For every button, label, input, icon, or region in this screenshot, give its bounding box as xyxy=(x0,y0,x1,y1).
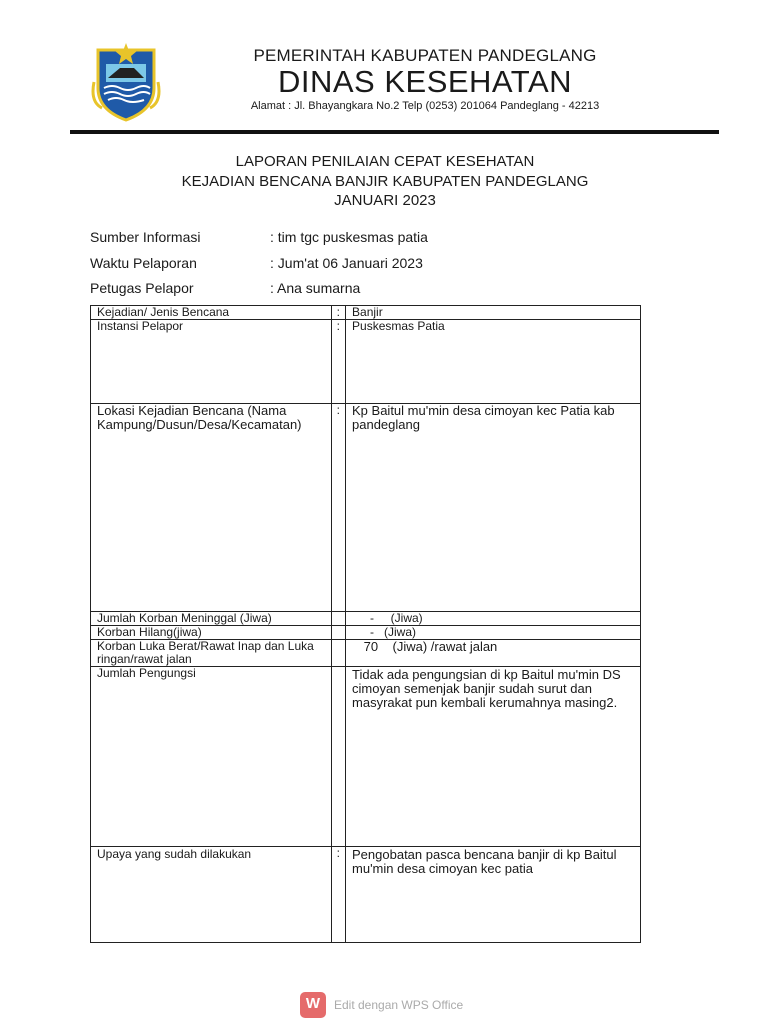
table-row xyxy=(91,612,641,626)
report-title-line2: KEJADIAN BENCANA BANJIR KABUPATEN PANDEGLANG xyxy=(181,173,589,190)
report-title-line1: LAPORAN PENILAIAN CEPAT KESEHATAN xyxy=(235,153,535,170)
row-label: Korban Luka Berat/Rawat Inap dan Luka ringan/rawat jalan xyxy=(91,640,332,667)
row-value: Kp Baitul mu'min desa cimoyan kec Patia kab pandeglang xyxy=(346,404,641,612)
info-label-sumber: Sumber Informasi xyxy=(90,229,201,245)
row-value: - (Jiwa) xyxy=(346,612,641,626)
row-label: Jumlah Pengungsi xyxy=(91,667,332,847)
wps-edit-watermark[interactable] xyxy=(300,992,463,1018)
agency-address: Alamat : Jl. Bhayangkara No.2 Telp (0253) 201064 Pandeglang - 42213 xyxy=(250,100,600,112)
row-value: Puskesmas Patia xyxy=(346,320,641,404)
info-value-waktu: : Jum'at 06 Januari 2023 xyxy=(270,255,423,271)
row-value: - (Jiwa) xyxy=(346,626,641,640)
info-value-sumber: : tim tgc puskesmas patia xyxy=(270,229,428,245)
row-value: Tidak ada pengungsian di kp Baitul mu'min DS cimoyan semenjak banjir sudah surut dan masyrakat pun kembali kerumahnya masing2. xyxy=(346,667,641,847)
wps-office-icon: W xyxy=(300,992,326,1018)
row-value: Banjir xyxy=(346,306,641,320)
info-value-petugas: : Ana sumarna xyxy=(270,280,361,296)
row-separator: : xyxy=(331,847,345,943)
agency-name: DINAS KESEHATAN xyxy=(277,64,573,99)
table-row xyxy=(91,847,641,943)
row-value: Pengobatan pasca bencana banjir di kp Baitul mu'min desa cimoyan kec patia xyxy=(346,847,641,943)
row-label: Korban Hilang(jiwa) xyxy=(91,626,332,640)
row-separator: : xyxy=(331,320,345,404)
table-row xyxy=(91,306,641,320)
wps-edit-text: Edit dengan WPS Office xyxy=(334,998,464,1012)
row-separator xyxy=(331,626,345,640)
row-label: Lokasi Kejadian Bencana (Nama Kampung/Dusun/Desa/Kecamatan) xyxy=(91,404,332,612)
row-label: Instansi Pelapor xyxy=(91,320,332,404)
row-separator xyxy=(331,640,345,667)
table-row xyxy=(91,626,641,640)
table-row xyxy=(91,667,641,847)
info-label-waktu: Waktu Pelaporan xyxy=(90,255,197,271)
row-separator: : xyxy=(331,404,345,612)
report-title-line3: JANUARI 2023 xyxy=(334,192,436,209)
government-name: PEMERINTAH KABUPATEN PANDEGLANG xyxy=(253,46,597,65)
kabupaten-crest-logo xyxy=(90,42,162,122)
row-label: Upaya yang sudah dilakukan xyxy=(91,847,332,943)
table-row xyxy=(91,404,641,612)
table-row xyxy=(91,320,641,404)
row-value: 70 (Jiwa) /rawat jalan xyxy=(346,640,641,667)
report-table xyxy=(90,305,641,943)
row-label: Jumlah Korban Meninggal (Jiwa) xyxy=(91,612,332,626)
info-label-petugas: Petugas Pelapor xyxy=(90,280,194,296)
row-separator xyxy=(331,667,345,847)
row-label: Kejadian/ Jenis Bencana xyxy=(91,306,332,320)
row-separator: : xyxy=(331,306,345,320)
row-separator xyxy=(331,612,345,626)
table-row xyxy=(91,640,641,667)
header-divider xyxy=(70,130,719,134)
